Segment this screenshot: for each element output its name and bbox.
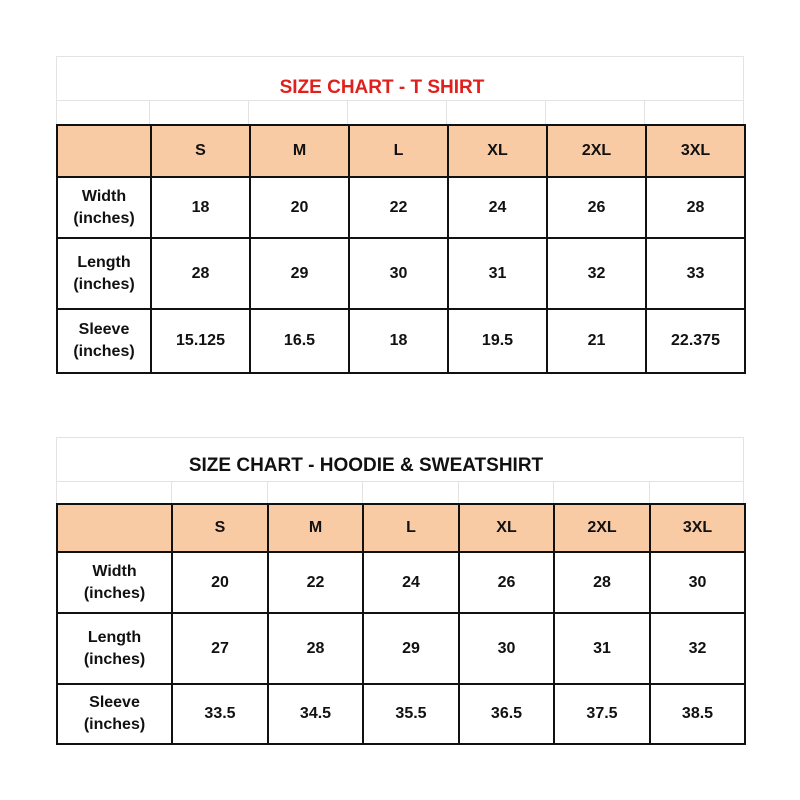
table-cell: 29: [363, 613, 459, 684]
gridline: [649, 481, 650, 503]
gridline: [248, 100, 249, 124]
gridline: [458, 481, 459, 503]
table-cell: 34.5: [268, 684, 363, 744]
size-header-l: L: [363, 504, 459, 552]
row-label: [57, 684, 172, 744]
table-cell: 31: [448, 238, 547, 309]
row-label: [57, 613, 172, 684]
size-header-2xl: 2XL: [554, 504, 650, 552]
table-row-sleeve: [57, 309, 745, 373]
header-corner-cell: [57, 504, 172, 552]
table-cell: 28: [268, 613, 363, 684]
table-cell: 16.5: [250, 309, 349, 373]
table-cell: 22: [268, 552, 363, 613]
table-cell: 37.5: [554, 684, 650, 744]
gridline: [553, 481, 554, 503]
gridline: [545, 100, 546, 124]
table-row-width: [57, 552, 745, 613]
table-cell: 38.5: [650, 684, 745, 744]
table-cell: 30: [459, 613, 554, 684]
gridline: [56, 437, 744, 438]
gridline: [743, 56, 744, 124]
table-cell: 33.5: [172, 684, 268, 744]
size-header-s: S: [151, 125, 250, 177]
row-label: [57, 177, 151, 238]
size-header-l: L: [349, 125, 448, 177]
size-header-m: M: [250, 125, 349, 177]
gridline: [171, 481, 172, 503]
table-row-sleeve: [57, 684, 745, 744]
table-cell: 19.5: [448, 309, 547, 373]
row-label-name: Length: [87, 628, 142, 646]
table-cell: 30: [349, 238, 448, 309]
size-header-s: S: [172, 504, 268, 552]
hoodie-size-table: [56, 503, 746, 745]
table-cell: 22.375: [646, 309, 745, 373]
table-cell: 36.5: [459, 684, 554, 744]
table-cell: 32: [650, 613, 745, 684]
size-header-3xl: 3XL: [650, 504, 745, 552]
row-label-name: Sleeve: [89, 694, 140, 711]
row-label: [57, 309, 151, 373]
row-label-name: Width: [81, 187, 127, 205]
table-cell: 35.5: [363, 684, 459, 744]
header-row: [57, 125, 745, 177]
header-row: [57, 504, 745, 552]
gridline: [347, 100, 348, 124]
table-cell: 26: [459, 552, 554, 613]
table-cell: 18: [349, 309, 448, 373]
table-cell: 27: [172, 613, 268, 684]
table-cell: 20: [172, 552, 268, 613]
hoodie-chart-title: SIZE CHART - HOODIE & SWEATSHIRT: [188, 455, 544, 476]
table-cell: 32: [547, 238, 646, 309]
table-cell: 22: [349, 177, 448, 238]
table-cell: 21: [547, 309, 646, 373]
table-cell: 28: [554, 552, 650, 613]
gridline: [644, 100, 645, 124]
header-corner-cell: [57, 125, 151, 177]
size-header-3xl: 3XL: [646, 125, 745, 177]
table-cell: 28: [646, 177, 745, 238]
gridline: [743, 437, 744, 503]
row-label: [57, 552, 172, 613]
row-label-name: Sleeve: [78, 321, 130, 338]
table-cell: 33: [646, 238, 745, 309]
row-label-unit: (inches): [83, 716, 146, 733]
table-cell: 15.125: [151, 309, 250, 373]
row-label-name: Width: [92, 562, 137, 580]
table-cell: 31: [554, 613, 650, 684]
table-cell: 29: [250, 238, 349, 309]
table-row-width: [57, 177, 745, 238]
table-cell: 30: [650, 552, 745, 613]
gridline: [56, 100, 744, 101]
table-row-length: [57, 613, 745, 684]
gridline: [149, 100, 150, 124]
row-label-unit: (inches): [83, 650, 146, 668]
row-label-unit: (inches): [73, 343, 135, 360]
size-header-xl: XL: [459, 504, 554, 552]
row-label-name: Length: [77, 253, 131, 271]
tshirt-size-table: [56, 124, 746, 374]
row-label-unit: (inches): [83, 584, 146, 602]
gridline: [446, 100, 447, 124]
gridline: [56, 481, 744, 482]
table-row-length: [57, 238, 745, 309]
row-label-unit: (inches): [73, 275, 135, 293]
table-cell: 18: [151, 177, 250, 238]
size-header-2xl: 2XL: [547, 125, 646, 177]
table-cell: 24: [363, 552, 459, 613]
gridline: [267, 481, 268, 503]
tshirt-chart-title: SIZE CHART - T SHIRT: [279, 77, 485, 98]
table-cell: 24: [448, 177, 547, 238]
gridline: [362, 481, 363, 503]
table-cell: 20: [250, 177, 349, 238]
size-header-m: M: [268, 504, 363, 552]
row-label: [57, 238, 151, 309]
row-label-unit: (inches): [73, 209, 135, 227]
size-header-xl: XL: [448, 125, 547, 177]
gridline: [56, 56, 744, 57]
table-cell: 26: [547, 177, 646, 238]
table-cell: 28: [151, 238, 250, 309]
